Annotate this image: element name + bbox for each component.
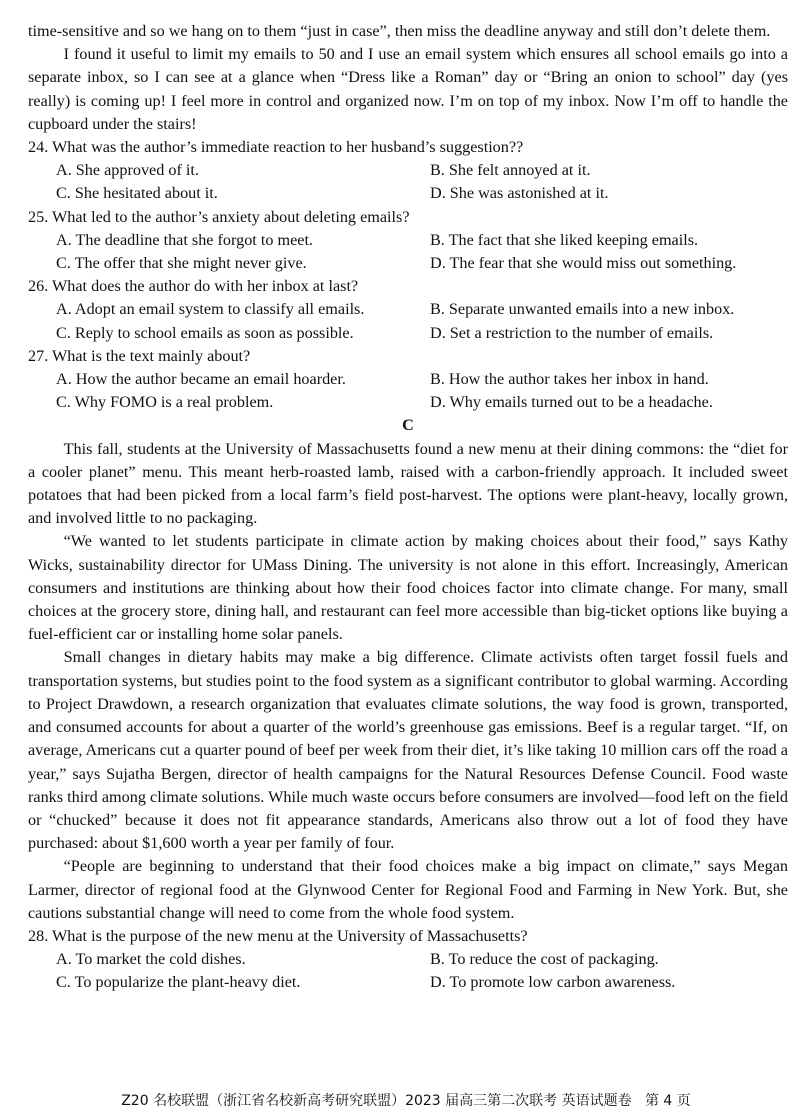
option-c: C. Reply to school emails as soon as possible.	[56, 323, 354, 342]
option-b: B. To reduce the cost of packaging.	[430, 950, 659, 969]
question-26	[28, 275, 788, 345]
option-b: B. She felt annoyed at it.	[430, 161, 591, 180]
question-stem: 26. What does the author do with her inbox at last?	[28, 277, 359, 296]
option-grid	[28, 298, 788, 344]
option-a: A. She approved of it.	[56, 161, 199, 180]
option-a: A. How the author became an email hoarder.	[56, 370, 346, 389]
question-stem: 25. What led to the author’s anxiety about deleting emails?	[28, 207, 410, 226]
option-d: D. Why emails turned out to be a headache.	[430, 393, 713, 412]
option-grid	[28, 229, 788, 275]
exam-page	[28, 20, 788, 995]
option-c: C. The offer that she might never give.	[56, 254, 307, 273]
question-28	[28, 925, 788, 995]
question-stem: 27. What is the text mainly about?	[28, 346, 251, 365]
question-stem: 24. What was the author’s immediate reaction to her husband’s suggestion??	[28, 138, 524, 157]
question-stem: 28. What is the purpose of the new menu at the University of Massachusetts?	[28, 926, 528, 945]
option-grid	[28, 159, 788, 205]
passage-c-paragraph-3: Small changes in dietary habits may make a big difference. Climate activists often target fossil fuels and transportation systems, but studies point to the food system as a significant contributor to global warming. According to Project Drawdown, a research organization that evaluates climate solutions, the way food is grown, transported, and consumed accounts for about a quarter of the world’s greenhouse gas emissions. Beef is a regular target. “If, on average, Americans cut a quarter pound of beef per week from their diet, it’s like taking 10 million cars off the road a year,” says Sujatha Bergen, director of health campaigns for the Natural Resources Defense Council. Food waste ranks third among climate solutions. While much waste occurs before consumers are involved—food left on the field or “chucked” because it does not fit appearance standards, Americans also throw out a lot of food they have purchased: about $1,600 worth a year per family of four.	[28, 648, 788, 853]
question-25	[28, 206, 788, 276]
passage-c-paragraph-1: This fall, students at the University of Massachusetts found a new menu at their dining commons: the “diet for a cooler planet” menu. This meant herb-roasted lamb, raised with a carbon-friendly approach. It included sweet potatoes that had been picked from a local farm’s field post-harvest. The options were plant-heavy, locally grown, and involved little to no packaging.	[28, 439, 788, 528]
option-c: C. To popularize the plant-heavy diet.	[56, 973, 301, 992]
option-b: B. How the author takes her inbox in hand.	[430, 370, 709, 389]
page-footer	[0, 1090, 812, 1113]
footer-page-number: 第 4 页	[644, 1093, 691, 1109]
option-d: D. She was astonished at it.	[430, 184, 609, 203]
option-a: A. Adopt an email system to classify all emails.	[56, 300, 365, 319]
passage-b-paragraph-2: I found it useful to limit my emails to 50 and I use an email system which ensures all school emails go into a separate inbox, so I can see at a glance when “Dress like a Roman” day or “Bring an onion to school” day (yes really) is coming up! I feel more in control and organized now. I’m on top of my inbox. Now I’m off to handle the cupboard under the stairs!	[28, 45, 788, 133]
passage-c-paragraph-4: “People are beginning to understand that their food choices make a big impact on climate,” says Megan Larmer, director of regional food at the Glynwood Center for Regional Food and Farming in New York. But, she cautions substantial change will need to come from the whole food system.	[28, 857, 788, 922]
option-a: A. The deadline that she forgot to meet.	[56, 230, 313, 249]
section-heading-c: C	[402, 416, 414, 435]
option-d: D. To promote low carbon awareness.	[430, 973, 676, 992]
option-grid	[28, 948, 788, 994]
footer-text: Z20 名校联盟（浙江省名校新高考研究联盟）2023 届高三第二次联考 英语试题卷	[121, 1093, 632, 1109]
question-24	[28, 136, 788, 206]
option-d: D. Set a restriction to the number of emails.	[430, 323, 714, 342]
passage-b-paragraph-1: time-sensitive and so we hang on to them “just in case”, then miss the deadline anyway and still don’t delete them.	[28, 22, 771, 40]
passage-c-paragraph-2: “We wanted to let students participate in climate action by making choices about their food,” says Kathy Wicks, sustainability director for UMass Dining. The university is not alone in this effort. Increasingly, American consumers and institutions are thinking about how their food choices factor into climate change. For many, small choices at the grocery store, dining hall, and restaurant can feel more accessible than big-ticket options like buying a fuel-efficient car or installing home solar panels.	[28, 532, 788, 644]
question-27	[28, 345, 788, 415]
option-c: C. She hesitated about it.	[56, 184, 218, 203]
option-b: B. The fact that she liked keeping emails.	[430, 230, 699, 249]
option-d: D. The fear that she would miss out something.	[430, 254, 737, 273]
option-c: C. Why FOMO is a real problem.	[56, 393, 274, 412]
option-grid	[28, 368, 788, 414]
option-a: A. To market the cold dishes.	[56, 950, 246, 969]
option-b: B. Separate unwanted emails into a new inbox.	[430, 300, 735, 319]
